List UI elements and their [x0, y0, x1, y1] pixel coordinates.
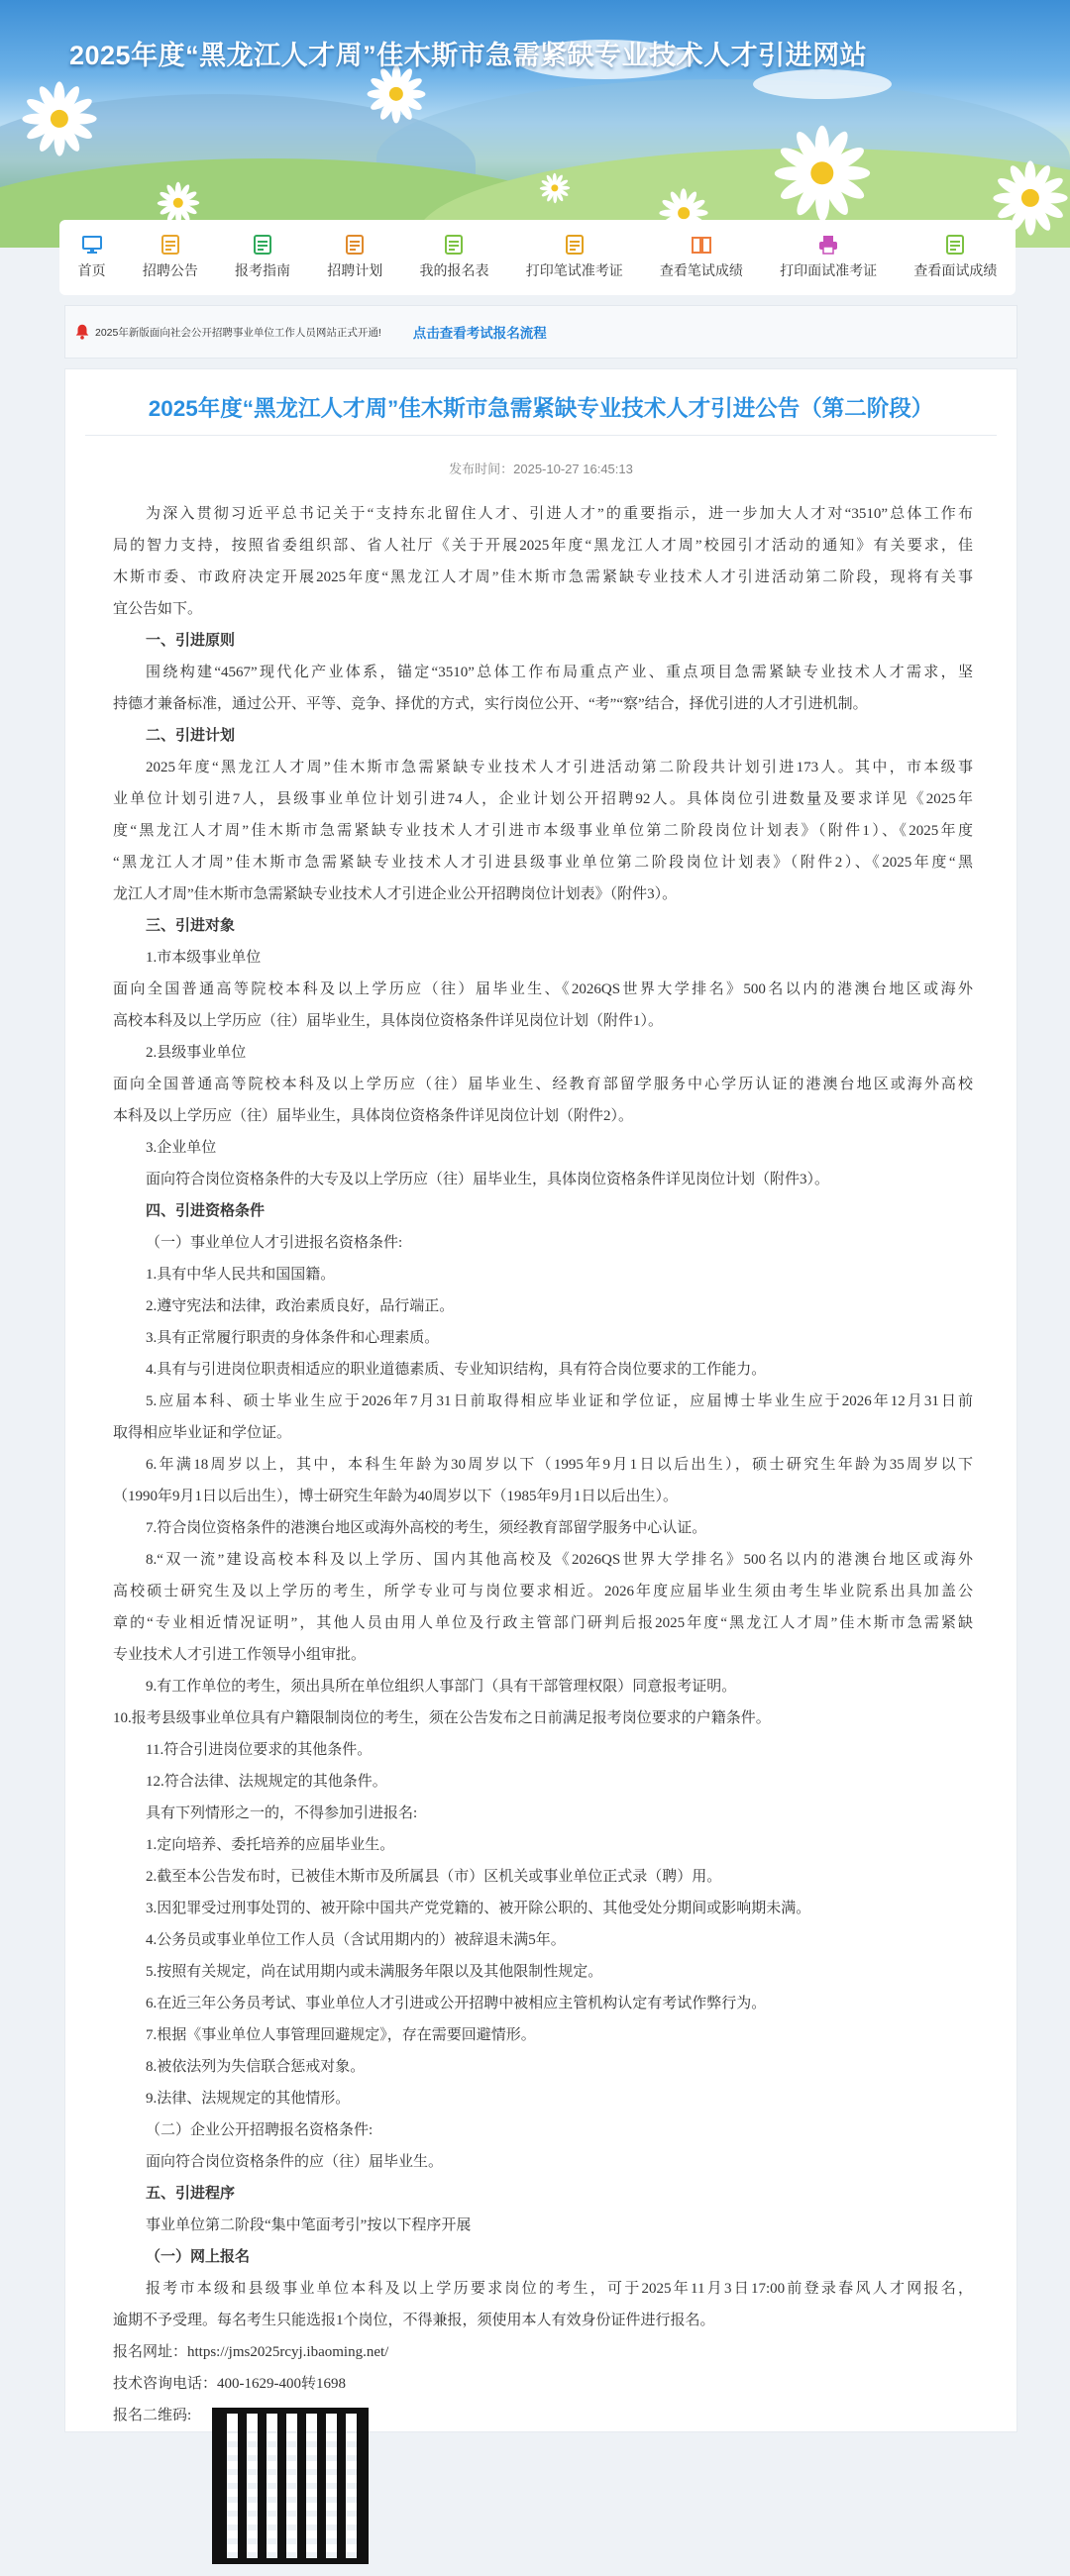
nav-item-label: 查看面试成绩 [913, 262, 998, 278]
document-icon [160, 235, 181, 255]
book-icon [691, 235, 712, 255]
article-line [113, 1861, 973, 1893]
banner-cloud [753, 69, 892, 99]
article-line [113, 2146, 973, 2178]
article-line-text: 宜公告如下。 [113, 601, 203, 617]
nav-item-1[interactable] [143, 235, 198, 280]
article-line-text: 取得相应毕业证和学位证。 [113, 1425, 292, 1441]
nav-item-label: 打印面试准考证 [780, 262, 878, 278]
score-icon [944, 235, 966, 255]
article-line [113, 878, 973, 910]
article-line [113, 1798, 973, 1829]
article-line [113, 815, 973, 847]
daisy-decoration [778, 129, 867, 218]
article-line-text: 事业单位第二阶段“集中笔面考引”按以下程序开展 [146, 2217, 472, 2233]
article-line [113, 1417, 973, 1449]
main-nav [59, 220, 1016, 295]
article-line [113, 1037, 973, 1069]
header-banner [0, 0, 1070, 248]
article-line [113, 1702, 973, 1734]
article-line-text: 具有下列情形之一的，不得参加引进报名: [146, 1805, 418, 1821]
registration-process-link[interactable]: 点击查看考试报名流程 [412, 326, 547, 341]
article-line-text: 章的“专业相近情况证明”，其他人员由用人单位及行政主管部门研判后报2025年度“黑龙江人才周”佳木斯市急需紧缺 [113, 1615, 973, 1631]
article-line [113, 1290, 973, 1322]
title-divider [85, 435, 997, 436]
article-line [113, 1227, 973, 1259]
ticket-icon [564, 235, 586, 255]
daisy-decoration [541, 174, 569, 202]
article-line-text: 2.县级事业单位 [146, 1045, 247, 1061]
nav-item-3[interactable] [327, 235, 382, 280]
article-line-text: （二）企业公开招聘报名资格条件: [146, 2122, 374, 2138]
nav-item-0[interactable] [78, 235, 106, 280]
article-line-text: 8.“双一流”建设高校本科及以上学历、国内其他高校及《2026QS世界大学排名》500名以内的港澳台地区或海外 [146, 1552, 973, 1568]
daisy-decoration [370, 67, 424, 122]
article-line-text: 9.有工作单位的考生，须出具所在单位组织人事部门（具有干部管理权限）同意报考证明。 [146, 1679, 737, 1695]
nav-item-label: 报考指南 [235, 262, 291, 278]
article-line-text: 3.因犯罪受过刑事处罚的、被开除中国共产党党籍的、被开除公职的、其他受处分期间或影响期未满。 [146, 1901, 811, 1916]
daisy-decoration [25, 84, 94, 154]
article-line [113, 1259, 973, 1290]
article-line [113, 2210, 973, 2241]
nav-item-8[interactable] [913, 235, 997, 280]
article-line [113, 2305, 973, 2336]
article-line [113, 1576, 973, 1607]
article-line-text: 龙江人才周”佳木斯市急需紧缺专业技术人才引进企业公开招聘岗位计划表》（附件3）。 [113, 886, 678, 902]
article-line [113, 1988, 973, 2019]
nav-item-label: 我的报名表 [419, 262, 489, 278]
article-line [113, 1386, 973, 1417]
article-line [113, 910, 973, 942]
article-line-text: 局的智力支持，按照省委组织部、省人社厅《关于开展2025年度“黑龙江人才周”校园引才活动的通知》有关要求，佳 [113, 538, 973, 554]
article-line [113, 1481, 973, 1512]
article-line [113, 2241, 973, 2273]
article-line [113, 2051, 973, 2083]
notice-bar [64, 305, 1017, 359]
nav-item-5[interactable] [526, 235, 623, 280]
nav-item-4[interactable] [419, 235, 488, 280]
nav-item-2[interactable] [235, 235, 290, 280]
article-line-text: 技术咨询电话：400-1629-400转1698 [113, 2376, 346, 2392]
article-line-text: 8.被依法列为失信联合惩戒对象。 [146, 2059, 366, 2075]
plan-icon [344, 235, 366, 255]
article-line [113, 720, 973, 752]
article-line-text: 面向符合岗位资格条件的应（往）届毕业生。 [146, 2154, 444, 2170]
notice-bell-icon [73, 323, 91, 341]
article-line-text: 报名二维码: [113, 2408, 192, 2423]
guide-icon [252, 235, 273, 255]
registration-qr-code [212, 2408, 369, 2564]
article-line [113, 498, 973, 530]
article-line-text: 四、引进资格条件 [146, 1203, 266, 1219]
article-line-text: 1.市本级事业单位 [146, 950, 262, 966]
article-line [113, 2114, 973, 2146]
article-line [113, 1544, 973, 1576]
article-line [113, 942, 973, 974]
article-line [113, 1734, 973, 1766]
article-line-text: 1.定向培养、委托培养的应届毕业生。 [146, 1837, 395, 1853]
form-icon [443, 235, 465, 255]
article-line-text: 6.在近三年公务员考试、事业单位人才引进或公开招聘中被相应主管机构认定有考试作弊行为。 [146, 1996, 767, 2011]
article-line [113, 562, 973, 593]
article-line-text: 报考市本级和县级事业单位本科及以上学历要求岗位的考生，可于2025年11月3日17:00前登录春风人才网报名， [146, 2281, 973, 2297]
article-line-text: 10.报考县级事业单位具有户籍限制岗位的考生，须在公告发布之日前满足报考岗位要求的户籍条件。 [113, 1710, 771, 1726]
article-line-text: 5.应届本科、硕士毕业生应于2026年7月31日前取得相应毕业证和学位证，应届博士毕业生应于2026年12月31日前 [146, 1393, 973, 1409]
article-line-text: 报名网址：https://jms2025rcyj.ibaoming.net/ [113, 2344, 389, 2360]
article-line-text: 3.企业单位 [146, 1140, 217, 1156]
nav-item-label: 查看笔试成绩 [659, 262, 743, 278]
article-line-text: 业单位计划引进7人，县级事业单位计划引进74人，企业计划公开招聘92人。具体岗位引进数量及要求详见《2025年 [113, 791, 973, 807]
article-line-text: 6.年满18周岁以上，其中，本科生年龄为30周岁以下（1995年9月1日以后出生），硕士研究生年龄为35周岁以下 [146, 1457, 973, 1473]
nav-item-label: 招聘计划 [327, 262, 383, 278]
nav-item-7[interactable] [780, 235, 877, 280]
article-line [113, 2336, 973, 2368]
article-line [113, 1195, 973, 1227]
article-line-text: 度“黑龙江人才周”佳木斯市急需紧缺专业技术人才引进市本级事业单位第二阶段岗位计划表》（附件1）、《2025年度 [113, 823, 973, 839]
article-line [113, 1893, 973, 1924]
article-line [113, 1354, 973, 1386]
article-line-text: 三、引进对象 [146, 918, 236, 934]
article-line-text: （1990年9月1日以后出生），博士研究生年龄为40周岁以下（1985年9月1日以后出生）。 [113, 1489, 679, 1504]
article-line [113, 1956, 973, 1988]
printer-icon [817, 235, 839, 255]
article-line-text: 持德才兼备标准，通过公开、平等、竞争、择优的方式，实行岗位公开、“考”“察”结合，择优引进的人才引进机制。 [113, 696, 868, 712]
article-line-text: （一）事业单位人才引进报名资格条件: [146, 1235, 403, 1251]
article-line [113, 688, 973, 720]
article-line-text: 五、引进程序 [146, 2186, 236, 2202]
article-line-text: 面向全国普通高等院校本科及以上学历应（往）届毕业生、经教育部留学服务中心学历认证的港澳台地区或海外高校 [113, 1077, 973, 1092]
article-line-text: 7.符合岗位资格条件的港澳台地区或海外高校的考生，须经教育部留学服务中心认证。 [146, 1520, 707, 1536]
article-line [113, 530, 973, 562]
article-line [113, 1069, 973, 1100]
article-line [113, 2273, 973, 2305]
nav-item-label: 打印笔试准考证 [525, 262, 623, 278]
article-line-text: 11.符合引进岗位要求的其他条件。 [146, 1742, 373, 1758]
article-line-text: 面向全国普通高等院校本科及以上学历应（往）届毕业生、《2026QS世界大学排名》500名以内的港澳台地区或海外 [113, 981, 973, 997]
article-line [113, 1607, 973, 1639]
article-line-text: 围绕构建“4567”现代化产业体系，锚定“3510”总体工作布局重点产业、重点项目急需紧缺专业技术人才需求，坚 [146, 665, 973, 680]
publish-time: 发布时间：2025-10-27 16:45:13 [449, 462, 633, 476]
article-line [113, 752, 973, 783]
article-line-text: 4.公务员或事业单位工作人员（含试用期内的）被辞退未满5年。 [146, 1932, 566, 1948]
article-line [113, 1132, 973, 1164]
article-line-text: 专业技术人才引进工作领导小组审批。 [113, 1647, 367, 1663]
article-line-text: 木斯市委、市政府决定开展2025年度“黑龙江人才周”佳木斯市急需紧缺专业技术人才引进活动第二阶段，现将有关事 [113, 569, 973, 585]
nav-item-label: 招聘公告 [142, 262, 198, 278]
article-line-text: 逾期不予受理。每名考生只能选报1个岗位，不得兼报，须使用本人有效身份证件进行报名。 [113, 2313, 715, 2328]
daisy-decoration [159, 183, 198, 223]
article-card [64, 368, 1017, 2432]
article-line-text: 高校硕士研究生及以上学历的考生，所学专业可与岗位要求相近。2026年度应届毕业生须由考生毕业院系出具加盖公 [113, 1584, 973, 1599]
article-line [113, 1671, 973, 1702]
article-line [113, 1924, 973, 1956]
article-line-text: 一、引进原则 [146, 633, 236, 649]
article-line-text: 5.按照有关规定，尚在试用期内或未满服务年限以及其他限制性规定。 [146, 1964, 603, 1980]
article-line [113, 1829, 973, 1861]
notice-text: 2025年新版面向社会公开招聘事业单位工作人员网站正式开通! [95, 326, 381, 339]
article-line [113, 974, 973, 1005]
article-line [113, 1100, 973, 1132]
article-title: 2025年度“黑龙江人才周”佳木斯市急需紧缺专业技术人才引进公告（第二阶段） [148, 396, 934, 421]
article-line-text: 7.根据《事业单位人事管理回避规定》，存在需要回避情形。 [146, 2027, 536, 2043]
article-line [113, 847, 973, 878]
article-line [113, 783, 973, 815]
article-line [113, 1322, 973, 1354]
article-line-text: 2.遵守宪法和法律，政治素质良好，品行端正。 [146, 1298, 455, 1314]
article-line-text: （一）网上报名 [146, 2249, 251, 2265]
article-line [113, 1766, 973, 1798]
article-line-text: 2.截至本公告发布时，已被佳木斯市及所属县（市）区机关或事业单位正式录（聘）用。 [146, 1869, 722, 1885]
article-line [113, 1449, 973, 1481]
article-line-text: 9.法律、法规规定的其他情形。 [146, 2091, 351, 2107]
article-line-text: “黑龙江人才周”佳木斯市急需紧缺专业技术人才引进县级事业单位第二阶段岗位计划表》（附件2）、《2025年度“黑 [113, 855, 973, 871]
article-line [113, 593, 973, 625]
article-line-text: 为深入贯彻习近平总书记关于“支持东北留住人才、引进人才”的重要指示，进一步加大人才对“3510”总体工作布 [146, 506, 973, 522]
article-line [113, 1639, 973, 1671]
article-line [113, 2019, 973, 2051]
article-line-text: 4.具有与引进岗位职责相适应的职业道德素质、专业知识结构，具有符合岗位要求的工作能力。 [146, 1362, 767, 1378]
article-body [113, 498, 973, 2576]
article-line-text: 1.具有中华人民共和国国籍。 [146, 1267, 336, 1283]
article-line-text: 面向符合岗位资格条件的大专及以上学历应（往）届毕业生，具体岗位资格条件详见岗位计划（附件3）。 [146, 1172, 830, 1187]
article-line [113, 625, 973, 657]
article-line [113, 2368, 973, 2400]
nav-item-label: 首页 [77, 262, 106, 278]
article-line-text: 本科及以上学历应（往）届毕业生，具体岗位资格条件详见岗位计划（附件2）。 [113, 1108, 634, 1124]
article-line-text: 2025年度“黑龙江人才周”佳木斯市急需紧缺专业技术人才引进活动第二阶段共计划引进173人。其中，市本级事 [146, 760, 973, 775]
article-line-text: 12.符合法律、法规规定的其他条件。 [146, 1774, 387, 1790]
article-line-text: 二、引进计划 [146, 728, 236, 744]
article-line [113, 1164, 973, 1195]
article-line [113, 2083, 973, 2114]
article-line [113, 1005, 973, 1037]
nav-item-6[interactable] [660, 235, 743, 280]
article-line [113, 1512, 973, 1544]
site-title: 2025年度“黑龙江人才周”佳木斯市急需紧缺专业技术人才引进网站 [69, 41, 868, 70]
article-line-text: 高校本科及以上学历应（往）届毕业生，具体岗位资格条件详见岗位计划（附件1）。 [113, 1013, 664, 1029]
article-line [113, 657, 973, 688]
article-line-text: 3.具有正常履行职责的身体条件和心理素质。 [146, 1330, 440, 1346]
article-line [113, 2400, 973, 2576]
article-line [113, 2178, 973, 2210]
monitor-icon [81, 235, 103, 255]
